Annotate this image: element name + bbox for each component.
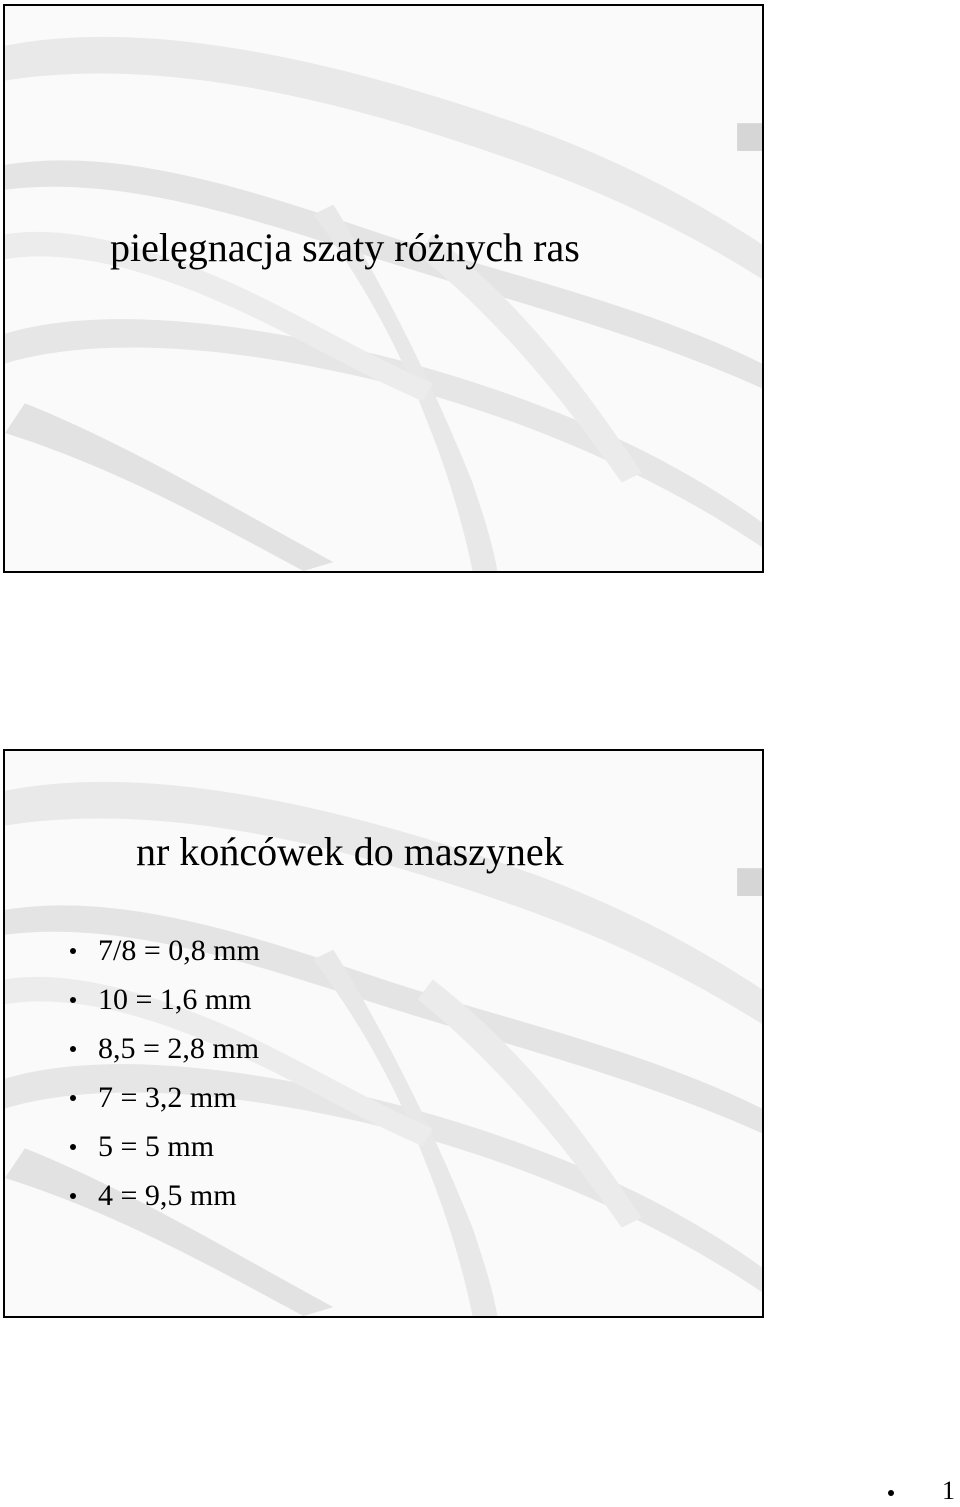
slide-title: nr końcówek do maszynek	[136, 829, 564, 874]
page-number: 1	[942, 1476, 955, 1505]
bullet-item: 7/8 = 0,8 mm	[65, 926, 260, 975]
slide-2	[3, 749, 764, 1318]
bullet-item: 8,5 = 2,8 mm	[65, 1024, 260, 1073]
slide-1	[3, 4, 764, 573]
bullet-list	[65, 926, 260, 1220]
ribbon-background	[5, 6, 762, 571]
bullet-item: 5 = 5 mm	[65, 1122, 260, 1171]
page-footer	[888, 1478, 955, 1504]
bullet-item: 7 = 3,2 mm	[65, 1073, 260, 1122]
bullet-dot-icon	[888, 1490, 894, 1496]
bullet-item: 10 = 1,6 mm	[65, 975, 260, 1024]
bullet-item: 4 = 9,5 mm	[65, 1171, 260, 1220]
slide-title: pielęgnacja szaty różnych ras	[110, 225, 580, 270]
